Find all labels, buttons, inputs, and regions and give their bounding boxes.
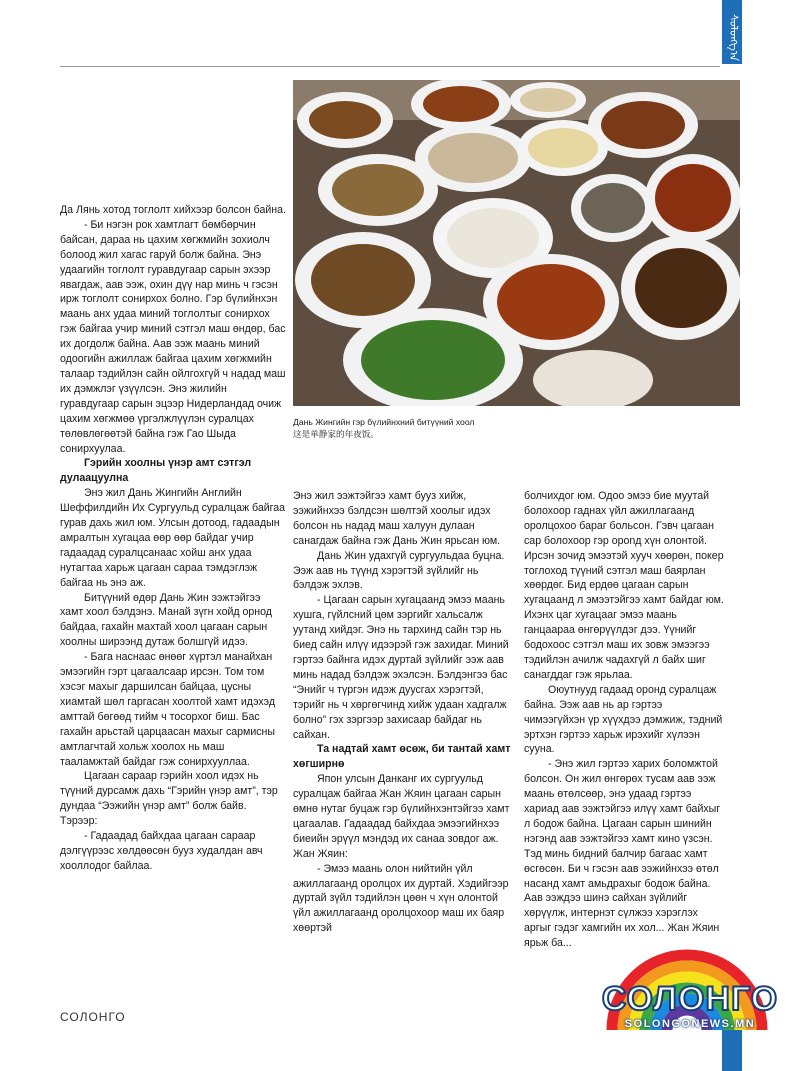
paragraph: Япон улсын Данканг их сургуульд суралцаж байгаа Жан Жяин цагаан сарын өмнө нутаг буцаж гэр бүлийнхэнтэйгээ хамт цагаалав. Гадаадад байхдаа эмээгийнхээ биеийн эрүүл мэндэд их санаа зовдог аж. Жан Жяин:: [293, 773, 510, 860]
section-heading: Гэрийн хоолны үнэр амт сэтгэл дулаацуулна: [60, 457, 252, 485]
header-rule: [60, 66, 720, 67]
paragraph: болчихдог юм. Одоо эмээ бие муутай болохоор гаднах үйл ажиллагаанд оролцохоо бараг больсон. Гэвч цагаан сар болохоор гэр орonд хүн олонтой. Ирсэн зочид эмээтэй хууч хөөрөн, покер тоглоход түүний сэтгэл маш баярлан хөөрдөг. Бид ердөө цагаан сарын хугацаанд л эмээтэйгээ хамт байдаг юм. Ихэнх цаг хугацааг эмээ маань ганцаараа өнгөрүүлдэг дээ. Үүнийг бодохоос сэтгэл маш их зовж эмээгээ тэдийлэн ачилж чадахгүй л байх шиг санагддаг гэж ярьлаа.: [524, 490, 724, 681]
paragraph: - Бага наснаас өнөөг хүртэл манайхан эмээгийн гэрт цагаалсаар ирсэн. Том том хэсэг махыг даршилсан байцаа, цусны хиамтай шөл гаргасан хоолтой хамт идэхэд амттай бөгөөд тийм ч тосорхог биш. Бас гахайн арьстай царцаасан махыг сармисны амтлагчтай хольж хоолох нь маш тааламжтай байдаг гэж сонирхууллаа.: [60, 651, 276, 768]
paragraph: Да Лянь хотод тоглолт хийхээр болсон байна.: [60, 204, 286, 216]
paragraph: - Цагаан сарын хугацаанд эмээ маань хушга, гүйлсний цөм зэргийг хальсалж уутанд хийдэг. Энэ нь тархинд сайн тэр нь биед сайн илүү идээрэй гэж захидаг. Миний гэртээ байнга идэх дуртай зүйлийг ээж аав минь надад бэлдэж эхэлсэн. Бэлдэнгээ бас “Энийг ч түргэн идэж дуусгах хэрэгтэй, тэрийг нь ч хөргөгчинд хийж удаан хадгалж болно” гэх зэргээр захисаар байдаг нь сайхан.: [293, 594, 509, 741]
food-photo-icon: [293, 80, 740, 406]
logo-url: SOLONGONEWS.MN: [624, 1018, 756, 1030]
photo-caption: [293, 416, 733, 440]
side-tab-label: ᠰᠣᠯᠣᠩᠭ᠎ᠠ: [727, 14, 740, 62]
caption-chinese: 这是单静家的年夜饭。: [293, 429, 379, 439]
paragraph: - Гадаадад байхдаа цагаан сараар дэлгүүрээс хөлдөөсөн бууз худалдан авч хооллодог байлаа.: [60, 830, 263, 872]
paragraph: Цагаан сараар гэрийн хоол идэх нь түүний дурсамж дахь “Гэрийн үнэр амт”, тэр дундаа “Ээжийн үнэр амт” болж байв. Тэрээр:: [60, 770, 278, 828]
footer-publication: СОЛОНГО: [60, 1010, 126, 1024]
paragraph: Энэ жил ээжтэйгээ хамт бууз хийж, ээжийнхээ бэлдсэн шөлтэй хоолыг идэх болсон нь надад маш халуун дулаан санагдаж байна гэж Дань Жин ярьсан юм.: [293, 490, 501, 547]
caption-mongolian: Дань Жингийн гэр бүлийнхний битүүний хоол: [293, 417, 475, 427]
food-photo: [293, 80, 740, 406]
logo-title: СОЛОНГО: [601, 980, 779, 1018]
paragraph: - Энэ жил гэртээ харих боломжтой болсон. Он жил өнгөрөх тусам аав ээж маань өтөлсөөр, энэ удаад гэртээ хариад аав ээжтэйгээ илүү хамт байхыг л бодож байна. Цагаан сарын шинийн нэгэнд аав ээжтэйгээ хамт кино үзсэн. Тэд минь бидний балчир багаас хамт өсгөсөн. Би ч гэсэн аав ээжийнхээ өтөл насанд хамт амьдрахыг бодож байна. Аав ээждээ шинэ сайхан зүйлийг хөрүүлж, интернэт сүлжээ хэрэглэх аргыг гэдэг хамгийн их хол... Жан Жяин ярьж ба...: [524, 758, 721, 950]
paragraph: - Эмээ маань олон нийтийн үйл ажиллагаанд оролцох их дуртай. Хэдийгээр дуртай зүйл тэдийлэн цөөн ч хүн олонтой үйл ажиллагаанд оролцохоор маш их баяр хөөртэй: [293, 862, 509, 935]
column-1: [60, 203, 286, 874]
column-3: [524, 489, 724, 951]
side-tab: [722, 0, 742, 64]
section-heading: Та надтай хамт өсөж, би тантай хамт хөгширнө: [293, 743, 511, 771]
paragraph: Оюутнууд гадаад оронд суралцаж байна. Ээж аав нь ар гэртээ чимээгүйхэн үр хүүхдээ дэмжиж, тэдний эртхэн гэртээ харьж ирэхийг хүлээн сууна.: [524, 683, 723, 756]
column-2: [293, 489, 513, 936]
paragraph: Битүүний өдөр Дань Жин ээжтэйгээ хамт хоол бэлдэнэ. Манай зүгн хойд орнод байдаа, гахайн махтай хоол цагаан сарын хоолны ширээнд дутаж болшгүй идээ.: [60, 591, 272, 649]
paragraph: Энэ жил Дань Жингийн Английн Шеффилдийн Их Сургуульд суралцаж байгаа гурав дахь жил юм. Улсын дотоод, гадаадын амралтын хугацаа өөр өөр байдаг учир гадаадад суралцсанаас хойш анх удаа нутагтаа харьж цагаан сараа тэмдэглэж байгаа нь энэ аж.: [60, 487, 286, 589]
paragraph: - Би нэгэн рок хамтлагт бөмбөрчин байсан, дараа нь цахим хөгжмийн зохиолч болоод жил хагас гаруй болж байна. Энэ удаагийн тоглолт гуравдугаар сарын эхээр явагдаж, аав ээж, охин дүү нар минь ч гэсэн ирж тоглолт сонирхох болно. Гэр бүлийнхэн маань анх удаа миний тоглолтыг сонирхох гэж байгаа учир миний сэтгэл маш өндөр, бас их догдолж байна. Аав ээж маань миний одоогийн ажиллаж байгаа цахим хөгжмийн талаар тэдийлэн сайн ойлгохгүй ч надад маш их дэмжлэг үзүүлсэн. Энэ жилийн гуравдугаар сарын эцээр Нидерландад очиж цахим хөгжмөө үргэлжлүүлэн суралцах төлөвлөгөөтэй байна гэж Гао Шыда сонирхуулаа.: [60, 218, 286, 455]
paragraph: Дань Жин удахгүй сургуульдаа буцна. Ээж аав нь түүнд хэрэгтэй зүйлийг нь бэлдэж эхлэв.: [293, 549, 505, 592]
